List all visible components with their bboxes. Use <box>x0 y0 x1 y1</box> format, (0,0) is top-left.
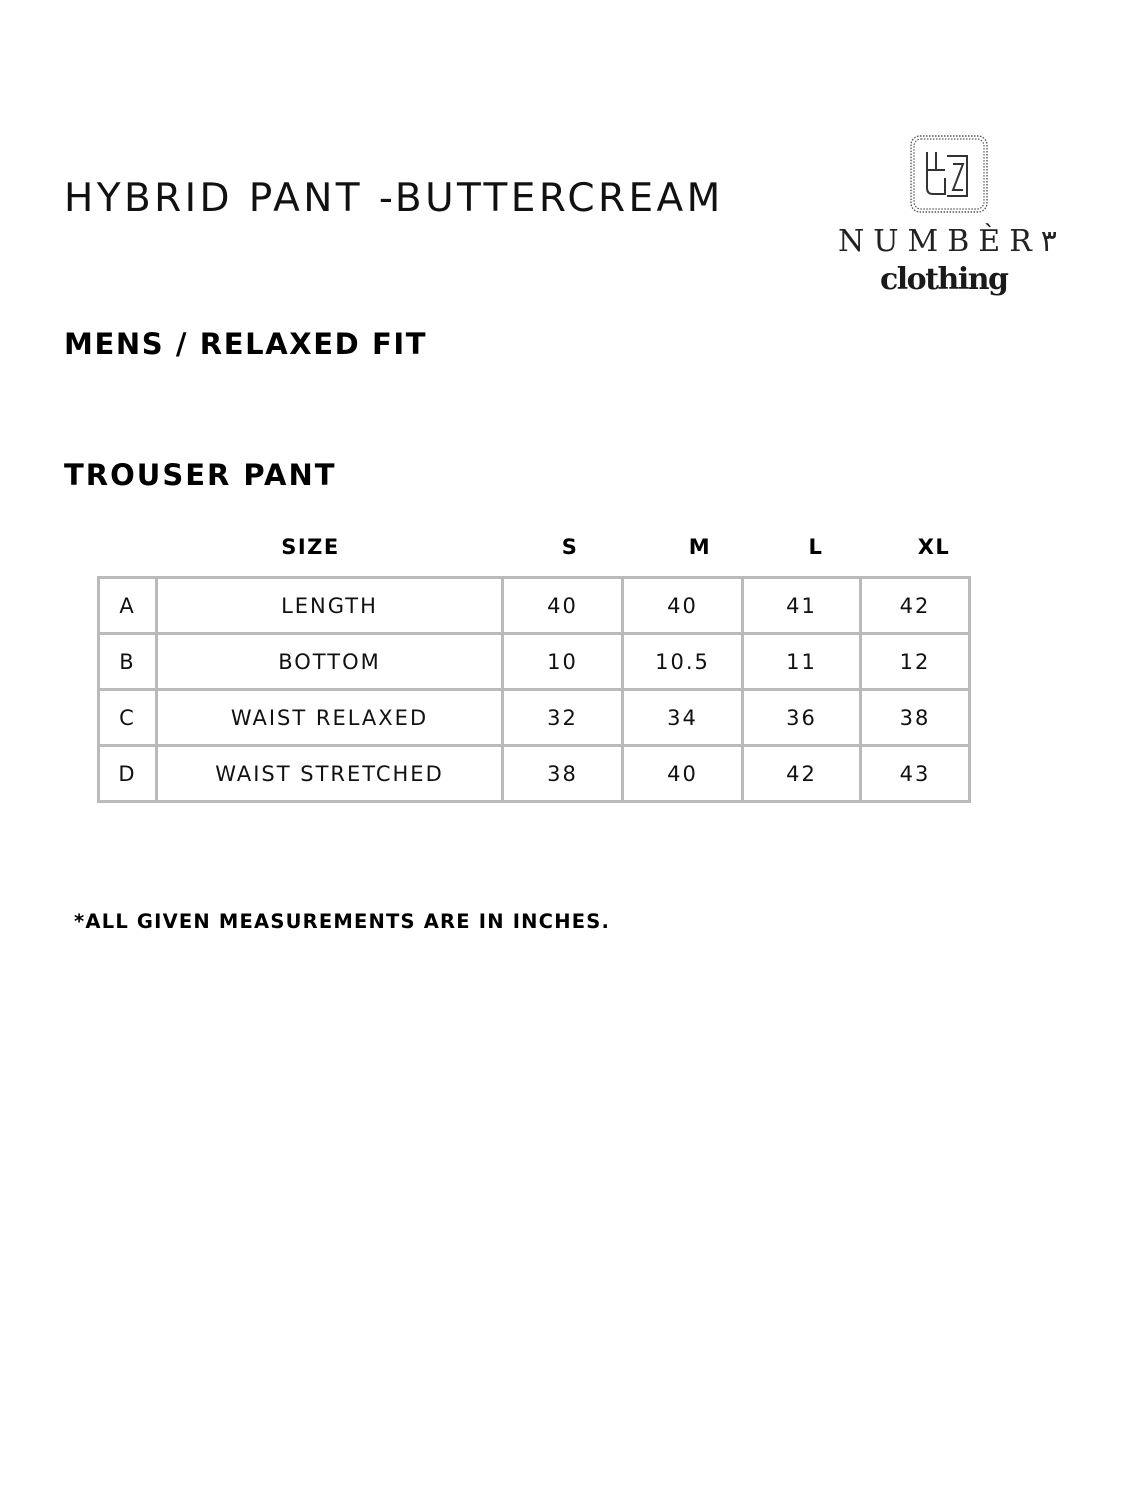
column-header-m: M <box>688 535 712 559</box>
brand-tagline: clothing <box>880 262 1008 297</box>
row-code: D <box>99 746 157 802</box>
column-header-xl: XL <box>917 535 951 559</box>
value-s: 32 <box>503 690 623 746</box>
measurement-name: WAIST RELAXED <box>157 690 503 746</box>
table-row <box>99 634 970 690</box>
row-code: A <box>99 578 157 634</box>
table-row <box>99 746 970 802</box>
value-xl: 38 <box>861 690 970 746</box>
value-l: 42 <box>743 746 861 802</box>
table-row <box>99 578 970 634</box>
size-chart-table <box>97 576 971 803</box>
value-s: 10 <box>503 634 623 690</box>
value-xl: 43 <box>861 746 970 802</box>
fit-subtitle: MENS / RELAXED FIT <box>64 327 428 361</box>
brand-name: NUMBÈR٣ <box>838 224 1057 259</box>
column-header-s: S <box>561 535 579 559</box>
value-m: 40 <box>623 746 743 802</box>
value-m: 34 <box>623 690 743 746</box>
value-xl: 42 <box>861 578 970 634</box>
page-title: HYBRID PANT -BUTTERCREAM <box>64 176 724 221</box>
row-code: B <box>99 634 157 690</box>
measurement-name: LENGTH <box>157 578 503 634</box>
value-l: 36 <box>743 690 861 746</box>
table-row <box>99 690 970 746</box>
row-code: C <box>99 690 157 746</box>
value-xl: 12 <box>861 634 970 690</box>
measurement-note: *ALL GIVEN MEASUREMENTS ARE IN INCHES. <box>74 910 611 933</box>
column-header-size: SIZE <box>281 535 340 559</box>
column-header-l: L <box>808 535 824 559</box>
value-s: 38 <box>503 746 623 802</box>
section-title: TROUSER PANT <box>64 458 337 492</box>
value-s: 40 <box>503 578 623 634</box>
value-l: 11 <box>743 634 861 690</box>
value-l: 41 <box>743 578 861 634</box>
value-m: 10.5 <box>623 634 743 690</box>
measurement-name: BOTTOM <box>157 634 503 690</box>
number3-monogram-icon <box>909 134 989 214</box>
measurement-name: WAIST STRETCHED <box>157 746 503 802</box>
value-m: 40 <box>623 578 743 634</box>
